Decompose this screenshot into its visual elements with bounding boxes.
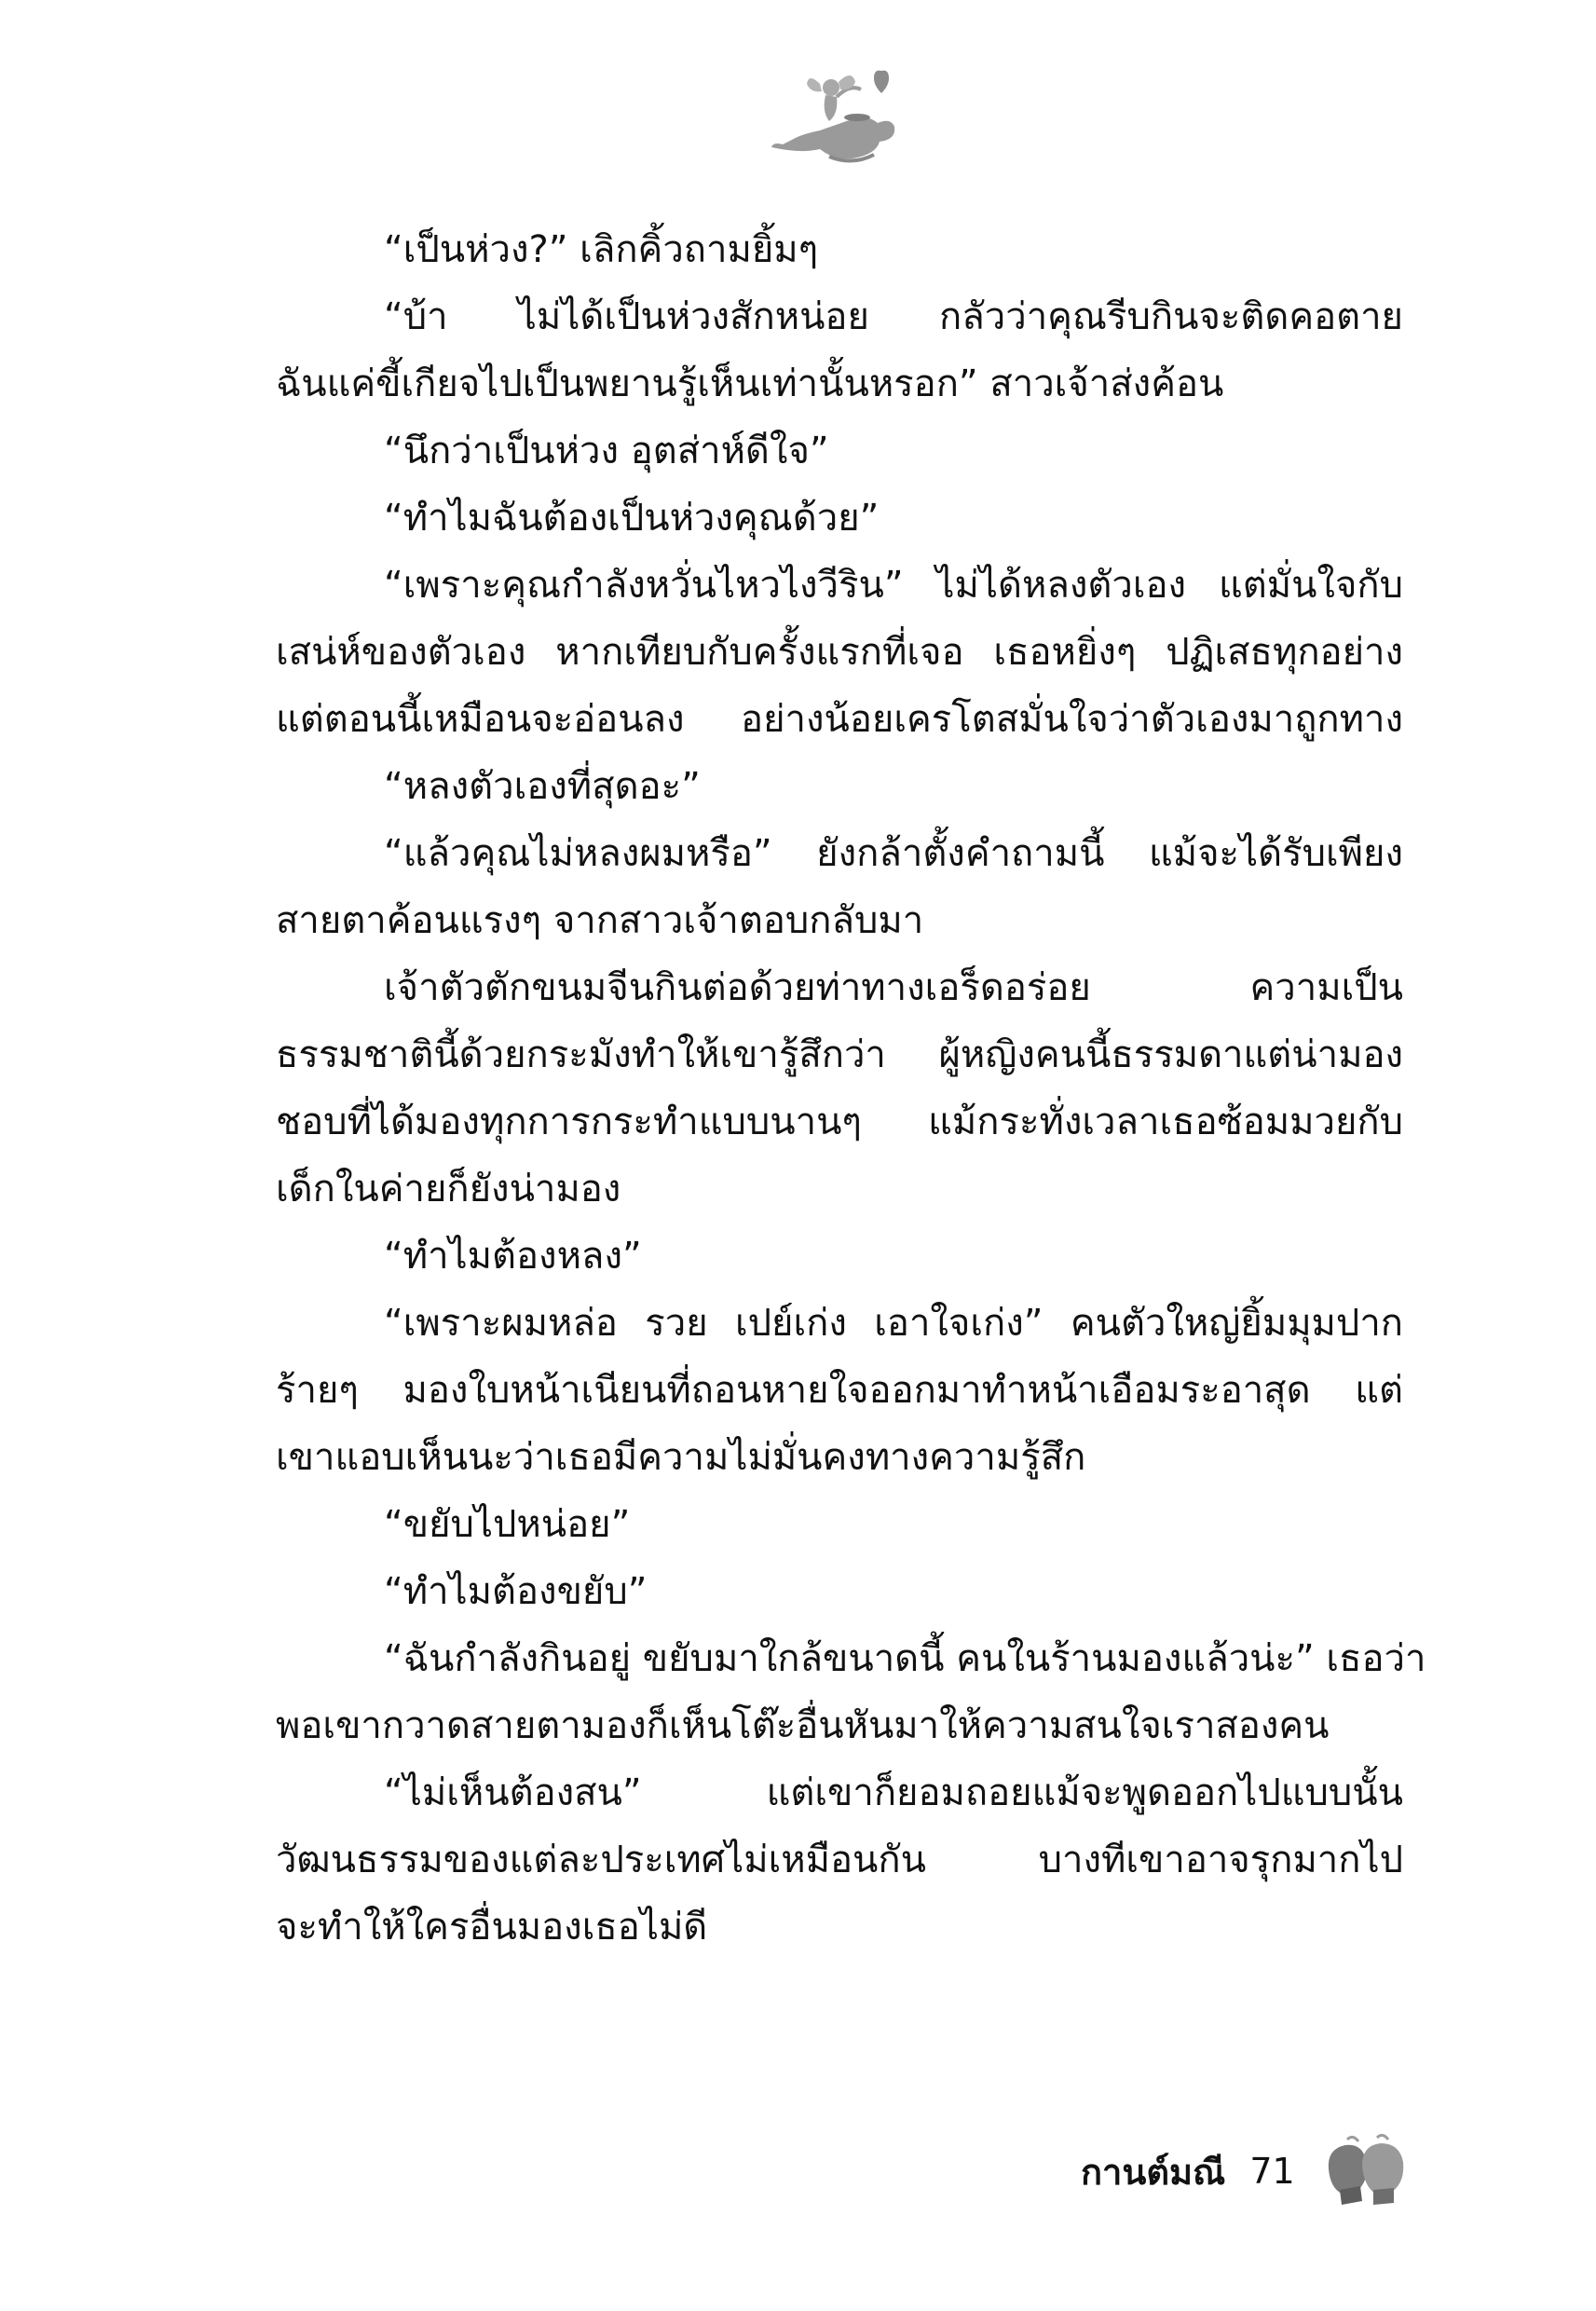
text-line: แต่ตอนนี้เหมือนจะอ่อนลง อย่างน้อยเครโตสมั่นใจว่าตัวเองมาถูกทาง bbox=[276, 698, 1403, 741]
text-line: ร้ายๆ มองใบหน้าเนียนที่ถอนหายใจออกมาทำหน้าเอือมระอาสุด แต่ bbox=[276, 1369, 1403, 1412]
text-line: “ทำไมต้องหลง” bbox=[384, 1235, 642, 1278]
text-line: “แล้วคุณไม่หลงผมหรือ” ยังกล้าตั้งคำถามนี้ แม้จะได้รับเพียง bbox=[384, 832, 1403, 875]
text-line: “ทำไมต้องขยับ” bbox=[384, 1570, 648, 1613]
text-line: ฉันแค่ขี้เกียจไปเป็นพยานรู้เห็นเท่านั้นหรอก” สาวเจ้าส่งค้อน bbox=[276, 362, 1224, 405]
text-line: สายตาค้อนแรงๆ จากสาวเจ้าตอบกลับมา bbox=[276, 899, 924, 942]
text-line: เขาแอบเห็นนะว่าเธอมีความไม่มั่นคงทางความรู้สึก bbox=[276, 1436, 1086, 1479]
text-line: “เพราะคุณกำลังหวั่นไหวไงวีริน” ไม่ได้หลงตัวเอง แต่มั่นใจกับ bbox=[384, 564, 1403, 607]
text-line: พอเขากวาดสายตามองก็เห็นโต๊ะอื่นหันมาให้ความสนใจเราสองคน bbox=[276, 1704, 1330, 1747]
text-line: ธรรมชาตินี้ด้วยกระมังทำให้เขารู้สึกว่า ผู้หญิงคนนี้ธรรมดาแต่น่ามอง bbox=[276, 1033, 1403, 1076]
page-footer bbox=[1081, 2134, 1412, 2208]
text-line: “บ้า ไม่ได้เป็นห่วงสักหน่อย กลัวว่าคุณรีบกินจะติดคอตาย bbox=[384, 295, 1403, 338]
text-line: “หลงตัวเองที่สุดอะ” bbox=[384, 765, 701, 808]
text-line: “ทำไมฉันต้องเป็นห่วงคุณด้วย” bbox=[384, 497, 880, 540]
text-line: “ฉันกำลังกินอยู่ ขยับมาใกล้ขนาดนี้ คนในร้านมองแล้วน่ะ” เธอว่า bbox=[384, 1637, 1426, 1680]
text-line: “นึกว่าเป็นห่วง อุตส่าห์ดีใจ” bbox=[384, 430, 829, 472]
body-text bbox=[276, 216, 1426, 1961]
page-number: 71 bbox=[1249, 2151, 1295, 2192]
author-name: กานต์มณี bbox=[1081, 2151, 1226, 2193]
text-line: เจ้าตัวตักขนมจีนกินต่อด้วยท่าทางเอร็ดอร่อย ความเป็น bbox=[384, 966, 1403, 1009]
text-line: “ขยับไปหน่อย” bbox=[384, 1503, 631, 1546]
text-line: ชอบที่ได้มองทุกการกระทำแบบนานๆ แม้กระทั่งเวลาเธอซ้อมมวยกับ bbox=[276, 1101, 1403, 1143]
boxing-gloves-icon bbox=[1319, 2132, 1412, 2210]
text-line: “ไม่เห็นต้องสน” แต่เขาก็ยอมถอยแม้จะพูดออกไปแบบนั้น bbox=[384, 1771, 1403, 1814]
text-line: “เพราะผมหล่อ รวย เปย์เก่ง เอาใจเก่ง” คนตัวใหญ่ยิ้มมุมปาก bbox=[384, 1302, 1403, 1345]
text-line: วัฒนธรรมของแต่ละประเทศไม่เหมือนกัน บางทีเขาอาจรุกมากไป bbox=[276, 1839, 1403, 1881]
cupid-teapot-icon bbox=[764, 56, 904, 168]
text-line: “เป็นห่วง?” เลิกคิ้วถามยิ้มๆ bbox=[384, 228, 819, 271]
text-line: เด็กในค่ายก็ยังน่ามอง bbox=[276, 1168, 621, 1210]
text-line: เสน่ห์ของตัวเอง หากเทียบกับครั้งแรกที่เจอ เธอหยิ่งๆ ปฏิเสธทุกอย่าง bbox=[276, 631, 1403, 674]
text-line: จะทำให้ใครอื่นมองเธอไม่ดี bbox=[276, 1906, 708, 1949]
